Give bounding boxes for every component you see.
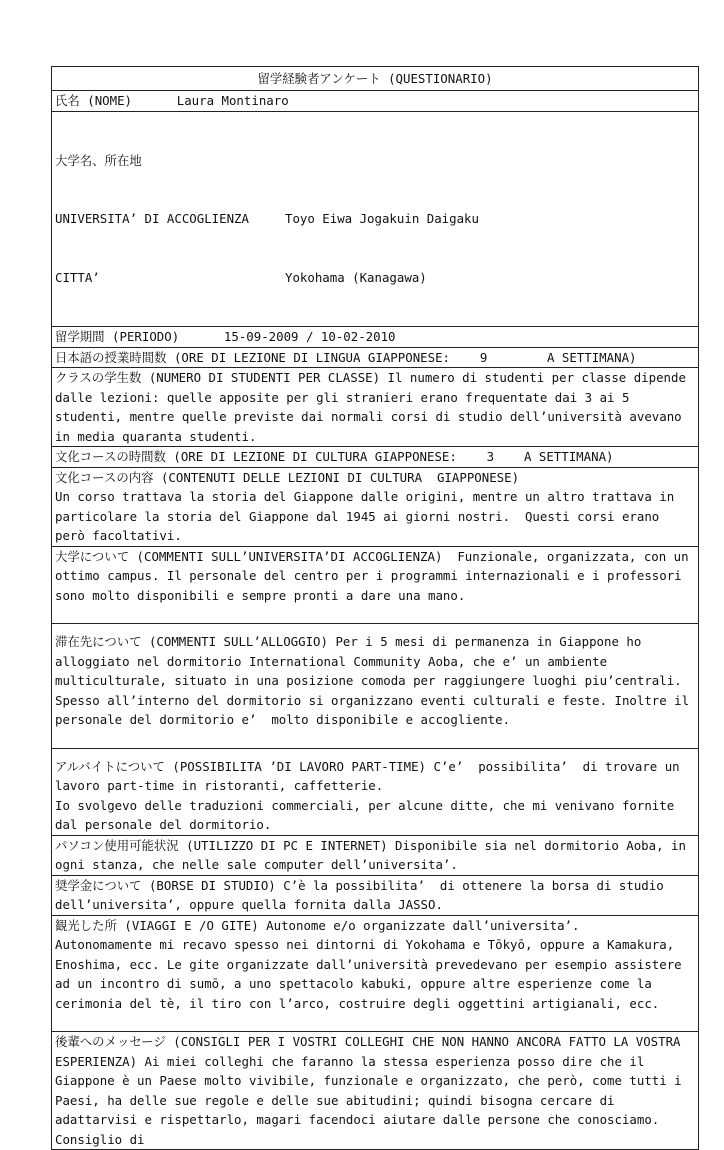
city-line: [55, 268, 695, 288]
scholarship-row: 奨学金について (BORSE DI STUDIO) C’è la possibilita’ di ottenere la borsa di studio dell’universita’, oppure quella fornita dalla JASSO.: [52, 876, 698, 916]
pc-internet-row: パソコン使用可能状況 (UTILIZZO DI PC E INTERNET) Disponibile sia nel dormitorio Aoba, in ogni stanza, che nelle sale computer dell’universita’.: [52, 836, 698, 876]
city-label: CITTA’: [55, 269, 100, 285]
university-name-line: [55, 209, 695, 229]
university-row: [52, 112, 698, 328]
part-time-row: アルバイトについて (POSSIBILITA ’DI LAVORO PART-TIME) C’e’ possibilita’ di trovare un lavoro part-time in ristoranti, caffetterie. Io svolgevo delle traduzioni commerciali, per alcune ditte, che mi venivano fornite dal personale del dormitorio.: [52, 749, 698, 836]
university-comments-row: 大学について (COMMENTI SULL’UNIVERSITA’DI ACCOGLIENZA) Funzionale, organizzata, con un ottimo campus. Il personale del centro per i programmi internazionali e i professori sono molto disponibili e sempre pronti a dare una mano.: [52, 547, 698, 625]
name-row: 氏名 (NOME) Laura Montinaro: [52, 91, 698, 112]
housing-comments-row: 滞在先について (COMMENTI SULL’ALLOGGIO) Per i 5 mesi di permanenza in Giappone ho alloggiato nel dormitorio International Community Aoba, che e’ un ambiente multiculturale, situato in una posizione comoda per raggiungere luoghi piu’centrali. Spesso all’interno del dormitorio si organizzano eventi culturali e feste. Inoltre il personale del dormitorio e’ molto disponibile e accogliente.: [52, 624, 698, 749]
university-value: Toyo Eiwa Jogakuin Daigaku: [285, 211, 479, 226]
advice-row: 後輩へのメッセージ (CONSIGLI PER I VOSTRI COLLEGHI CHE NON HANNO ANCORA FATTO LA VOSTRA ESPERIENZA) Ai miei colleghi che faranno la stessa esperienza posso dire che il Giappone è un Paese molto vivibile, funzionale e organizzato, che però, come tutti i Paesi, ha delle sue regole e delle sue abitudini; quindi bisogna cercare di adattarvisi e rispettarlo, magari facendoci aiutare dalle persone che conosciamo. Consiglio di: [55, 1034, 690, 1147]
culture-hours-row: 文化コースの時間数 (ORE DI LEZIONE DI CULTURA GIAPPONESE: 3 A SETTIMANA): [52, 447, 698, 468]
city-value: Yokohama (Kanagawa): [285, 269, 427, 285]
language-hours-row: 日本語の授業時間数 (ORE DI LEZIONE DI LINGUA GIAPPONESE: 9 A SETTIMANA): [52, 348, 698, 369]
culture-contents-row: 文化コースの内容 (CONTENUTI DELLE LEZIONI DI CULTURA GIAPPONESE) Un corso trattava la storia del Giappone dalle origini, mentre un altro trattava in particolare la storia del Giappone dal 1945 ai giorni nostri. Questi corsi erano però facoltativi.: [52, 468, 698, 547]
trips-row: 観光した所 (VIAGGI E /O GITE) Autonome e/o organizzate dall’universita’. Autonomamente mi recavo spesso nei dintorni di Yokohama e Tōkyō, oppure a Kamakura, Enoshima, ecc. Le gite organizzate dall’università prevedevano per esempio assistere ad un incontro di sumō, a uno spettacolo kabuki, oppure altre esperienze come la cerimonia del tè, il tiro con l’arco, costruire degli oggettini artigianali, ecc.: [52, 916, 698, 1033]
university-label: UNIVERSITA’ DI ACCOGLIENZA: [55, 211, 249, 226]
period-row: 留学期間 (PERIODO) 15-09-2009 / 10-02-2010: [52, 327, 698, 348]
students-per-class-row: クラスの学生数 (NUMERO DI STUDENTI PER CLASSE) Il numero di studenti per classe dipende dalle lezioni: quelle apposite per gli stranieri erano frequentate dai 3 ai 5 studenti, mentre quelle previste dai normali corsi di studio dell’università avevano in media quaranta studenti.: [52, 368, 698, 447]
questionnaire-title: 留学経験者アンケート (QUESTIONARIO): [52, 67, 698, 91]
university-header: 大学名、所在地: [55, 152, 142, 168]
questionnaire-table: [51, 66, 699, 1150]
